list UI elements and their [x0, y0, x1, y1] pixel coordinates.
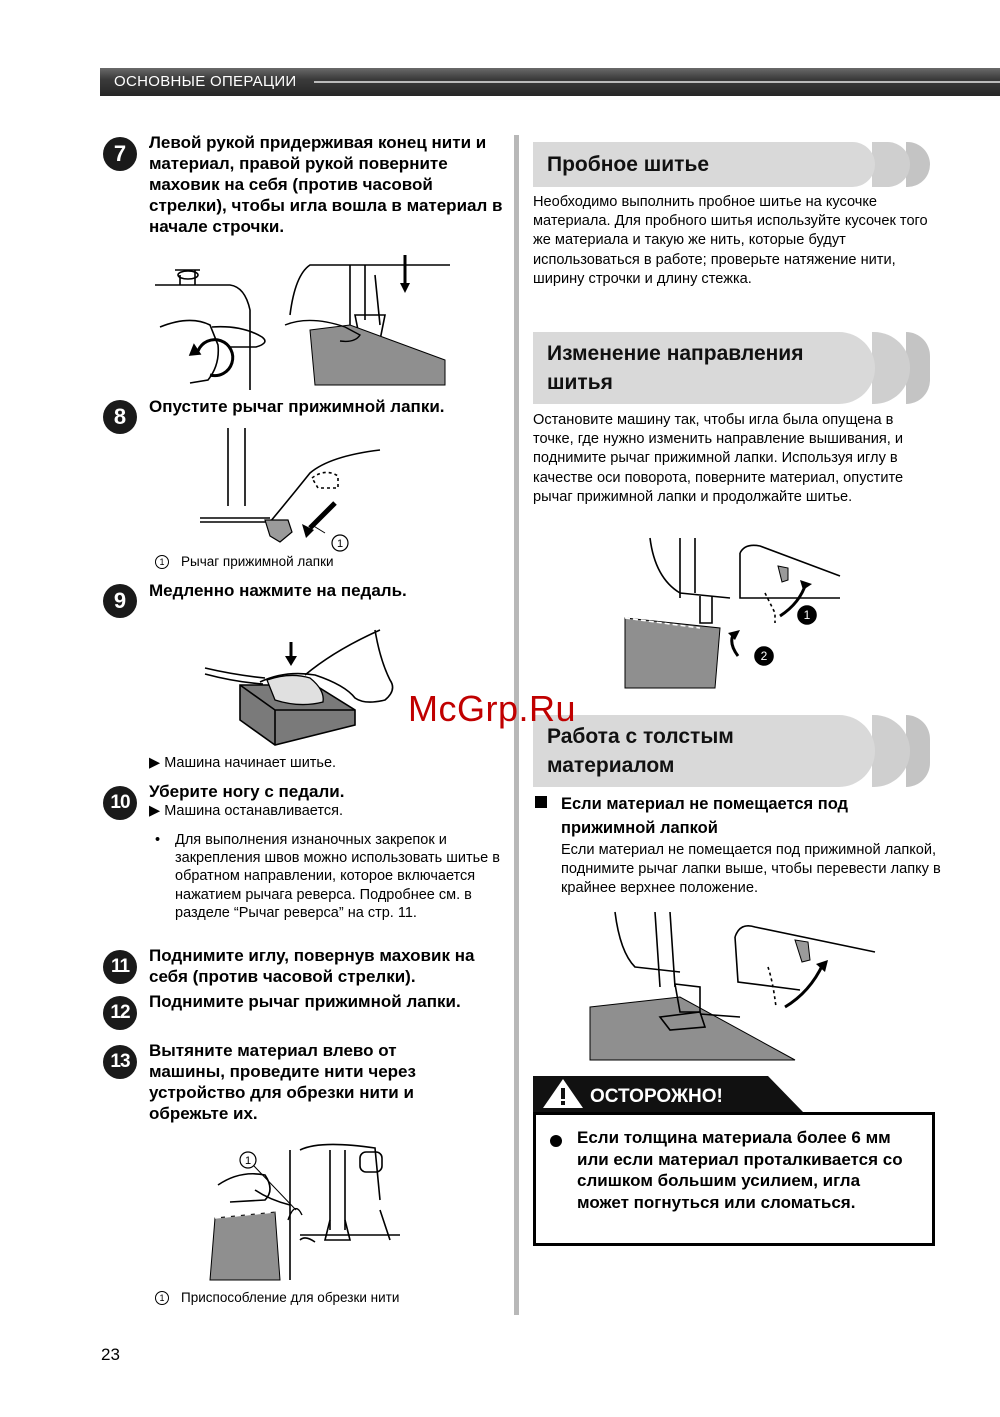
section-title-direction-line2: шитья [547, 371, 613, 394]
step-10-note: Для выполнения изнаночных закрепок и закрепления швов можно использовать шитье в обратном направлении, которое включается нажатием рычага реверса. Подробнее см. в разделе “Рычаг реверса” на стр. 11. [175, 832, 500, 921]
thread-cutter-illustration [200, 1140, 400, 1285]
step-number-9: 9 [103, 584, 137, 618]
page-number: 23 [101, 1345, 120, 1364]
step-number-8: 8 [103, 400, 137, 434]
step-13-text: Вытяните материал влево от машины, проведите нити через устройство для обрезки нити и обрежьте их. [149, 1041, 416, 1123]
caption-text: Рычаг прижимной лапки [181, 554, 334, 569]
step-number-11: 11 [103, 950, 137, 984]
section-title-direction-line1: Изменение направления [547, 342, 804, 365]
caption-text: Приспособление для обрезки нити [181, 1290, 400, 1305]
step-number-7: 7 [103, 137, 137, 171]
figure-caption-lever [155, 554, 334, 569]
caution-box [533, 1112, 935, 1246]
step-number-12: 12 [103, 996, 137, 1030]
callout-1: 1 [803, 608, 811, 622]
callout-1: 1 [336, 538, 344, 550]
note-bullet: • [155, 832, 161, 848]
header-cap [872, 332, 910, 404]
subheading-line1: Если материал не помещается под [561, 795, 849, 813]
section-header-direction [533, 332, 930, 404]
step-10-result-text: Машина останавливается. [164, 803, 343, 819]
step-number-13: 13 [103, 1045, 137, 1079]
callout-2: 2 [760, 649, 768, 663]
trial-text: Необходимо выполнить пробное шитье на кусочке материала. Для пробного шитья используйте кусочек того же материала и такую же нить, которые будут использоваться в работе; проверьте натяжение нити, ширину строчки и длину стежка. [533, 194, 928, 287]
foot-pedal-illustration [205, 630, 415, 750]
step-9-result-text: Машина начинает шитье. [164, 755, 337, 771]
section-header-thick [533, 715, 930, 787]
handwheel-illustration [150, 255, 450, 390]
presser-foot-lever-illustration [200, 428, 380, 553]
step-9-text: Медленно нажмите на педаль. [149, 581, 407, 600]
header-rule [314, 81, 1000, 83]
bullet-dot-icon [550, 1135, 562, 1147]
section-title: ОСНОВНЫЕ ОПЕРАЦИИ [114, 73, 297, 90]
section-header-trial [533, 142, 930, 187]
step-10-result: ▶ Машина останавливается. [149, 803, 343, 819]
step-7-text: Левой рукой придерживая конец нити и материал, правой рукой поверните маховик на себя (против часовой стрелки), чтобы игла вошла в материал в начале строчки. [149, 133, 503, 236]
callout-1: 1 [244, 1155, 252, 1167]
watermark: McGrp.Ru [408, 688, 577, 729]
thick-material-illustration [590, 912, 880, 1062]
direction-change-illustration [620, 538, 840, 688]
square-bullet-icon [535, 796, 547, 808]
header-cap [872, 715, 910, 787]
step-11-text: Поднимите иглу, повернув маховик на себя (против часовой стрелки). [149, 946, 475, 986]
caption-number: 1 [155, 555, 169, 569]
caption-number: 1 [155, 1291, 169, 1305]
subheading-line2: прижимной лапкой [561, 819, 718, 837]
step-8-text: Опустите рычаг прижимной лапки. [149, 397, 445, 416]
section-title-thick-line2: материалом [547, 754, 675, 777]
caution-text: Если толщина материала более 6 мм или если материал проталкивается со слишком большим усилием, игла может погнуться или сломаться. [577, 1128, 903, 1212]
thick-subheading [535, 792, 935, 816]
section-title-trial: Пробное шитье [547, 153, 710, 176]
figure-caption-cutter [155, 1290, 399, 1305]
step-10-text: Уберите ногу с педали. [149, 782, 345, 801]
caution-tab [533, 1076, 803, 1112]
thick-text: Если материал не помещается под прижимной лапкой, поднимите рычаг лапки выше, чтобы перевести лапку в крайнее верхнее положение. [561, 842, 941, 896]
direction-text: Остановите машину так, чтобы игла была опущена в точке, где нужно изменить направление вышивания, и поднимите рычаг прижимной лапки. Используя иглу в качестве оси поворота, поверните материал, опустите рычаг прижимной лапки и продолжайте шитье. [533, 412, 904, 505]
step-12-text: Поднимите рычаг прижимной лапки. [149, 992, 461, 1011]
caution-title: ОСТОРОЖНО! [590, 1086, 723, 1107]
step-9-result: ▶ Машина начинает шитье. [149, 755, 337, 771]
section-title-thick-line1: Работа с толстым [547, 725, 734, 748]
header-cap [872, 142, 910, 187]
section-header-band [100, 68, 1000, 96]
step-number-10: 10 [103, 786, 137, 820]
